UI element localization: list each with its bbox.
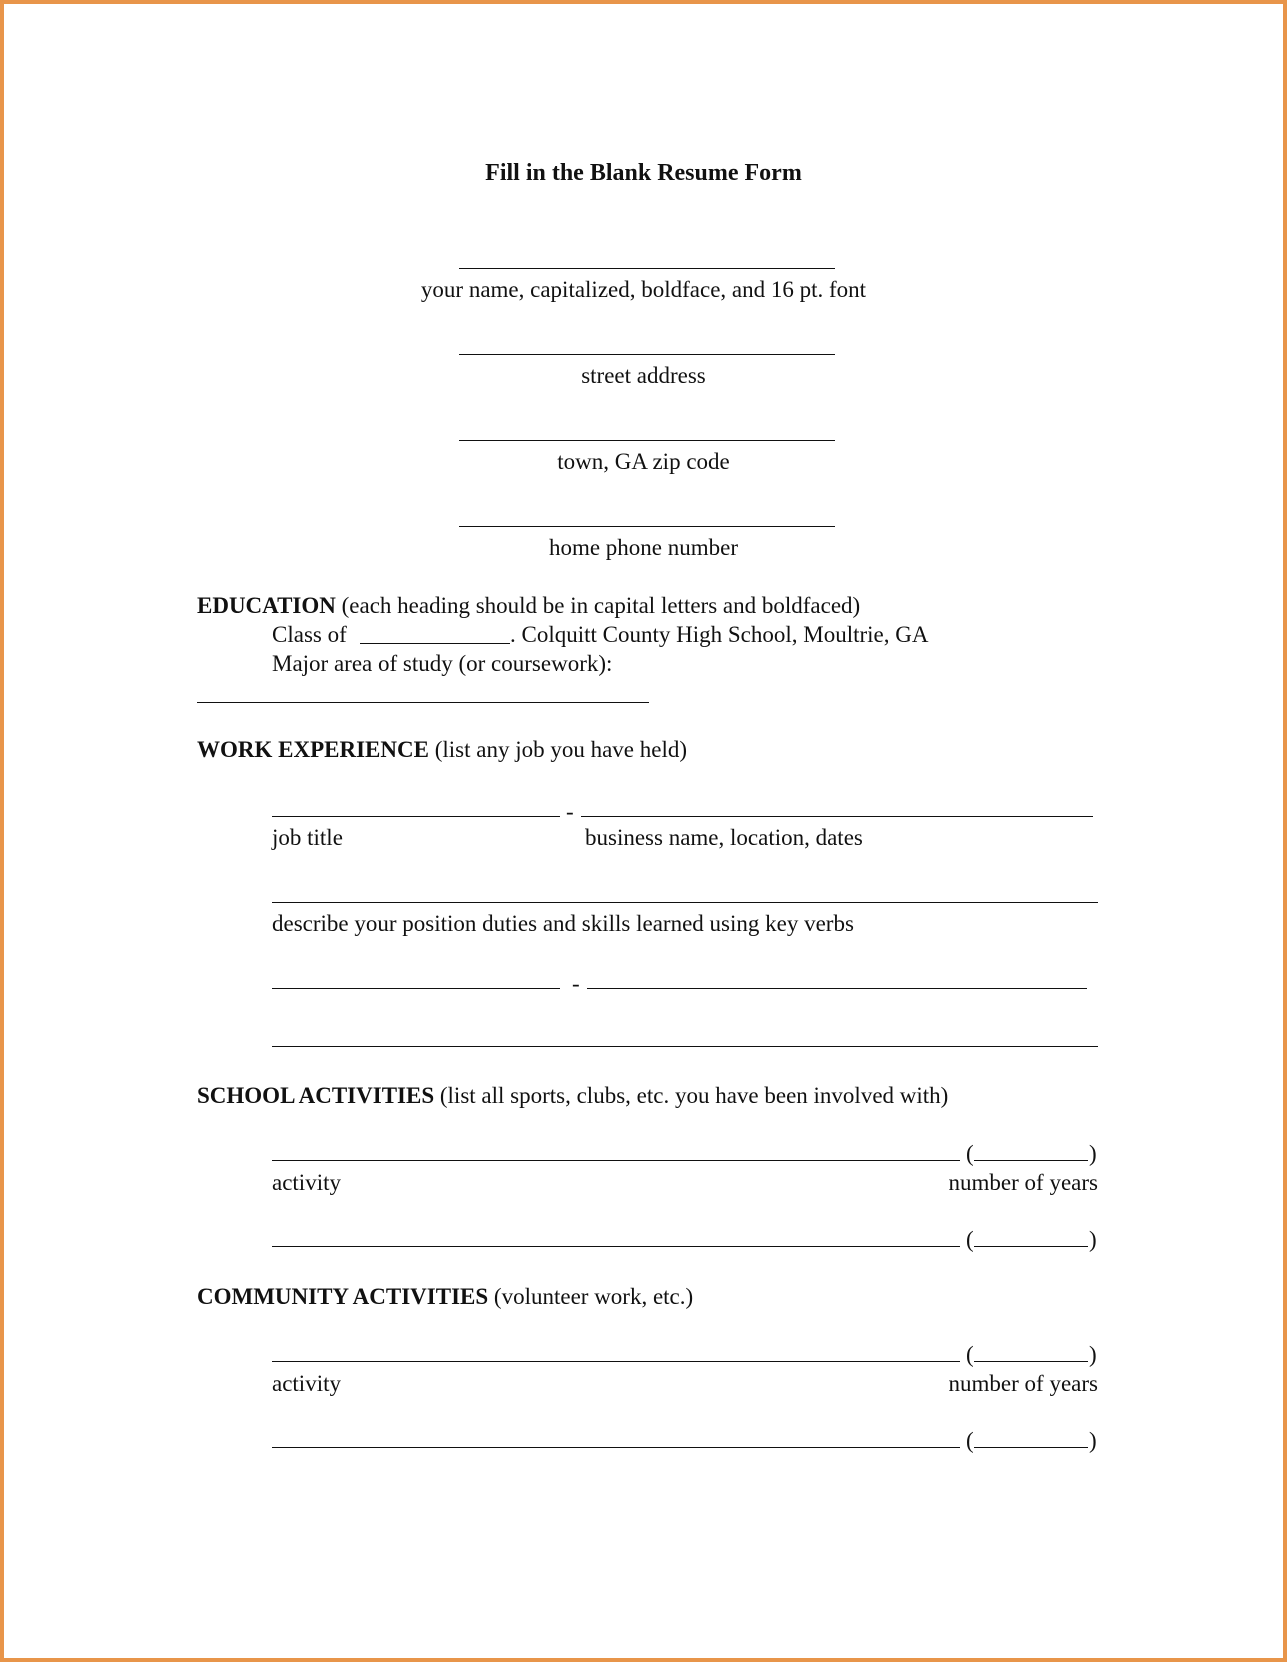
community-activities-note: (volunteer work, etc.) [493,1284,694,1309]
education-heading: EDUCATION [197,593,336,618]
major-blank[interactable] [197,702,649,703]
phone-blank[interactable] [459,526,835,527]
major-label: Major area of study (or coursework): [272,651,613,676]
school-activity-blank-1[interactable] [272,1160,960,1161]
business-blank-1[interactable] [581,816,1093,817]
name-label: your name, capitalized, boldface, and 16 pt. font [420,277,867,302]
community-activity-blank-2[interactable] [272,1447,960,1448]
page-title: Fill in the Blank Resume Form [485,160,802,186]
school-activities-heading: SCHOOL ACTIVITIES [197,1083,435,1108]
job-title-blank-1[interactable] [272,816,560,817]
business-blank-2[interactable] [587,988,1087,989]
duties-blank-2[interactable] [272,1046,1098,1047]
education-note: (each heading should be in capital letters and boldfaced) [341,593,861,618]
school-years-blank-1[interactable] [974,1160,1088,1161]
school-years-open-paren-2: ( [966,1227,974,1252]
job-dash-2: - [572,971,580,996]
business-label: business name, location, dates [585,825,863,850]
school-activity-label: activity [272,1170,341,1195]
community-years-blank-2[interactable] [974,1447,1088,1448]
community-activity-blank-1[interactable] [272,1361,960,1362]
community-years-blank-1[interactable] [974,1361,1088,1362]
job-title-blank-2[interactable] [272,988,560,989]
community-years-close-paren-1: ) [1089,1342,1097,1367]
school-years-label: number of years [948,1170,1098,1195]
name-blank[interactable] [459,268,835,269]
town-zip-label: town, GA zip code [557,449,730,474]
school-text: . Colquitt County High School, Moultrie, GA [510,622,929,647]
work-note: (list any job you have held) [434,737,688,762]
school-activities-note: (list all sports, clubs, etc. you have been involved with) [439,1083,949,1108]
community-activity-label: activity [272,1371,341,1396]
community-years-open-paren-2: ( [966,1428,974,1453]
school-years-close-paren-2: ) [1089,1227,1097,1252]
community-years-label: number of years [948,1371,1098,1396]
class-year-blank[interactable] [360,643,510,644]
school-years-open-paren-1: ( [966,1141,974,1166]
describe-label: describe your position duties and skills learned using key verbs [272,911,854,936]
work-heading: WORK EXPERIENCE [197,737,429,762]
community-years-close-paren-2: ) [1089,1428,1097,1453]
community-years-open-paren-1: ( [966,1342,974,1367]
school-activities-heading-row [197,1084,948,1107]
community-activities-heading-row [197,1285,693,1308]
duties-blank-1[interactable] [272,902,1098,903]
school-years-blank-2[interactable] [974,1246,1088,1247]
work-heading-row [197,738,687,761]
phone-label: home phone number [548,535,739,560]
school-activity-blank-2[interactable] [272,1246,960,1247]
street-address-blank[interactable] [459,354,835,355]
community-activities-heading: COMMUNITY ACTIVITIES [197,1284,489,1309]
street-address-label: street address [581,363,706,388]
town-zip-blank[interactable] [459,440,835,441]
class-of-label: Class of [272,622,347,647]
education-heading-row [197,594,860,617]
job-title-label: job title [272,825,343,850]
job-dash-1: - [566,799,574,824]
school-years-close-paren-1: ) [1089,1141,1097,1166]
